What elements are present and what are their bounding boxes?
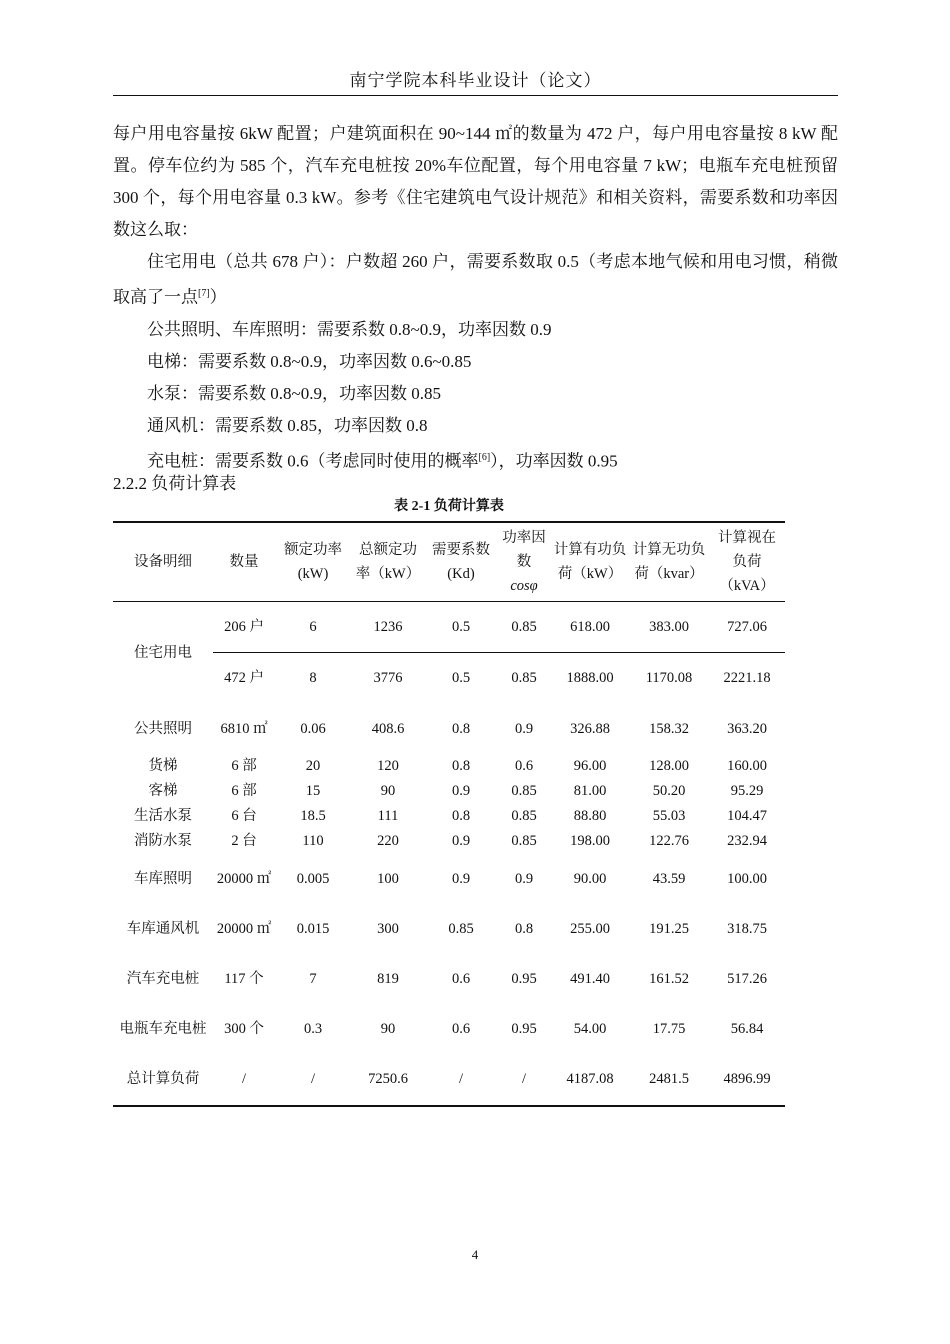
- cell-qty: 2 台: [231, 833, 257, 849]
- cell-total: 3776: [351, 653, 425, 704]
- cell-qty: 117 个: [224, 970, 264, 987]
- load-calculation-table: [113, 521, 785, 1107]
- cell-name: 汽车充电桩: [126, 970, 200, 987]
- cell-active: 4187.08: [566, 1071, 614, 1087]
- cell-total: 90: [380, 783, 396, 799]
- header-rated-power: 额定功率(kW): [284, 542, 342, 582]
- cell-qty: 472 户: [213, 653, 275, 704]
- header-equipment: 设备明细: [134, 554, 192, 570]
- cell-qty: 6 台: [231, 808, 257, 824]
- paragraph-1: 每户用电容量按 6kW 配置；户建筑面积在 90~144 ㎡的数量为 472 户，每户用电容量按 8 kW 配置。停车位约为 585 个，汽车充电桩按 20%车位配置，每个用电容量 7 kW；电瓶车充电桩预留 300 个，每个用电容量 0.3 kW。参考《住宅建筑电气设计规范》和相关资料，需要系数和功率因数这么取：: [113, 124, 838, 239]
- cell-cos: 0.95: [511, 970, 537, 987]
- header-demand-factor: 需要系数(Kd): [432, 542, 490, 582]
- cell-kd: 0.9: [451, 833, 471, 849]
- cell-rated: 7: [309, 970, 317, 987]
- cell-rated: 110: [302, 833, 324, 849]
- cell-cos: /: [521, 1071, 527, 1087]
- cell-active: 1888.00: [551, 653, 629, 704]
- cell-reactive: 161.52: [649, 970, 689, 987]
- cell-kd: /: [458, 1071, 464, 1087]
- paragraph-3: 公共照明、车库照明：需要系数 0.8~0.9，功率因数 0.9: [147, 319, 552, 339]
- table-caption: 表 2-1 负荷计算表: [394, 499, 504, 514]
- cell-qty: 20000 ㎡: [216, 920, 272, 937]
- cell-rated: 18.5: [300, 808, 326, 824]
- cell-cos: 0.9: [514, 720, 534, 737]
- cell-rated: 0.005: [296, 870, 330, 887]
- cell-cos: 0.6: [514, 758, 534, 774]
- cell-name: 消防水泵: [134, 833, 192, 849]
- cell-reactive: 2481.5: [649, 1071, 689, 1087]
- paragraph-7-text: 充电桩：需要系数 0.6（考虑同时使用的概率: [147, 451, 479, 471]
- cell-cos: 0.9: [514, 870, 534, 887]
- cell-active: 88.80: [573, 808, 607, 824]
- section-heading: 2.2.2 负荷计算表: [113, 474, 237, 493]
- table-row: [113, 804, 785, 829]
- cell-rated: /: [310, 1071, 316, 1087]
- cell-apparent: 232.94: [727, 833, 767, 849]
- cell-apparent: 4896.99: [723, 1071, 771, 1087]
- page-number: 4: [471, 1247, 479, 1262]
- cell-kd: 0.85: [448, 920, 474, 937]
- cell-total: 90: [380, 1020, 396, 1037]
- cell-active: 491.40: [570, 970, 610, 987]
- cell-cos: 0.95: [511, 1020, 537, 1037]
- cell-apparent: 160.00: [727, 758, 767, 774]
- table-row: [113, 1004, 785, 1054]
- paragraph-4: 电梯：需要系数 0.8~0.9，功率因数 0.6~0.85: [147, 351, 472, 371]
- cell-kd: 0.8: [451, 758, 471, 774]
- header-power-factor-label: 功率因数: [502, 530, 546, 570]
- paragraph-7-end: ），功率因数 0.95: [490, 451, 618, 471]
- cell-reactive: 17.75: [652, 1020, 686, 1037]
- cell-rated: 0.3: [303, 1020, 323, 1037]
- cell-active: 198.00: [570, 833, 610, 849]
- cell-apparent: 2221.18: [709, 653, 785, 704]
- cell-rated: 0.06: [300, 720, 326, 737]
- cell-apparent: 363.20: [727, 720, 767, 737]
- cell-apparent: 517.26: [727, 970, 767, 987]
- header-reactive-load: 计算无功负荷（kvar）: [632, 542, 706, 582]
- cell-qty: 6 部: [231, 758, 257, 774]
- cell-reactive: 128.00: [649, 758, 689, 774]
- cell-name: 住宅用电: [134, 644, 192, 661]
- cell-apparent: 727.06: [727, 619, 767, 635]
- cell-qty: 206 户: [224, 619, 264, 635]
- cell-kd: 0.8: [451, 808, 471, 824]
- cell-reactive: 383.00: [649, 619, 689, 635]
- cell-name: 总计算负荷: [126, 1071, 200, 1087]
- cell-cos: 0.85: [497, 653, 551, 704]
- cell-total: 1236: [373, 619, 403, 635]
- page-header-title: 南宁学院本科毕业设计（论文）: [349, 71, 602, 90]
- cell-kd: 0.8: [451, 720, 471, 737]
- cell-kd: 0.6: [451, 970, 471, 987]
- paragraph-2-end: ）: [209, 287, 227, 307]
- cell-qty: 20000 ㎡: [216, 870, 272, 887]
- cell-kd: 0.5: [451, 619, 471, 635]
- cell-total: 100: [377, 870, 399, 887]
- cell-reactive: 55.03: [652, 808, 686, 824]
- table-row: [113, 954, 785, 1004]
- cell-rated: 15: [305, 783, 321, 799]
- cell-reactive: 1170.08: [629, 653, 709, 704]
- cell-cos: 0.85: [511, 833, 537, 849]
- cell-active: 90.00: [573, 870, 607, 887]
- table-row: [113, 653, 785, 704]
- cell-active: 96.00: [573, 758, 607, 774]
- cell-total: 120: [377, 758, 399, 774]
- cell-name: 客梯: [148, 783, 178, 799]
- citation-6: [6]: [478, 451, 491, 463]
- header-total-rated-power: 总额定功 率（kW）: [355, 542, 432, 582]
- header-apparent-load: 计算视在负荷（kVA）: [718, 530, 776, 594]
- cell-qty: 6810 ㎡: [220, 720, 268, 737]
- cell-active: 81.00: [573, 783, 607, 799]
- paragraph-2: [113, 246, 838, 314]
- cell-cos: 0.8: [514, 920, 534, 937]
- cell-name: 生活水泵: [134, 808, 192, 824]
- header-power-factor: [497, 522, 551, 602]
- header-divider: [113, 95, 838, 96]
- table-header-row: [113, 522, 785, 602]
- cell-active: 618.00: [570, 619, 610, 635]
- body-text: [113, 118, 838, 477]
- cell-apparent: 104.47: [727, 808, 767, 824]
- cell-rated: 6: [309, 619, 317, 635]
- table-row: [113, 854, 785, 904]
- table-row-total: [113, 1054, 785, 1106]
- cell-reactive: 43.59: [652, 870, 686, 887]
- header-active-load: 计算有功负荷（kW）: [553, 542, 627, 582]
- cell-cos: 0.85: [511, 619, 537, 635]
- cell-reactive: 191.25: [649, 920, 689, 937]
- cell-total: 7250.6: [368, 1071, 408, 1087]
- cell-kd: 0.9: [451, 870, 471, 887]
- cell-apparent: 56.84: [730, 1020, 764, 1037]
- cell-total: 300: [377, 920, 399, 937]
- cell-active: 54.00: [573, 1020, 607, 1037]
- cell-rated: 20: [305, 758, 321, 774]
- cell-active: 326.88: [570, 720, 610, 737]
- cell-cos: 0.85: [511, 808, 537, 824]
- cell-rated: 0.015: [296, 920, 330, 937]
- cell-apparent: 95.29: [730, 783, 764, 799]
- cell-kd: 0.6: [451, 1020, 471, 1037]
- cell-name: 车库通风机: [126, 920, 200, 937]
- cell-reactive: 158.32: [649, 720, 689, 737]
- table-row: [113, 704, 785, 754]
- table-row: [113, 779, 785, 804]
- cell-total: 408.6: [371, 720, 405, 737]
- cell-qty: 6 部: [231, 783, 257, 799]
- paragraph-5: 水泵：需要系数 0.8~0.9，功率因数 0.85: [147, 383, 441, 403]
- table-row: [113, 829, 785, 854]
- cell-apparent: 100.00: [727, 870, 767, 887]
- cell-kd: 0.9: [451, 783, 471, 799]
- header-quantity: 数量: [229, 554, 259, 570]
- cell-cos: 0.85: [511, 783, 537, 799]
- cell-name: 货梯: [148, 758, 178, 774]
- cell-apparent: 318.75: [727, 920, 767, 937]
- header-cos-phi: cosφ: [510, 578, 538, 594]
- cell-name: 电瓶车充电桩: [119, 1020, 207, 1037]
- cell-qty: 300 个: [224, 1020, 264, 1037]
- table-row: [113, 904, 785, 954]
- paragraph-2-text: 住宅用电（总共 678 户）：户数超 260 户，需要系数取 0.5（考虑本地气候和用电习惯，稍微取高了一点: [113, 252, 838, 307]
- cell-name: 公共照明: [134, 720, 192, 737]
- cell-rated: 8: [275, 653, 351, 704]
- citation-7: [7]: [198, 288, 210, 299]
- cell-total: 111: [377, 808, 399, 824]
- cell-kd: 0.5: [425, 653, 497, 704]
- cell-name: 车库照明: [134, 870, 192, 887]
- cell-qty: /: [241, 1071, 247, 1087]
- paragraph-6: 通风机：需要系数 0.85，功率因数 0.8: [147, 415, 428, 435]
- cell-total: 220: [377, 833, 399, 849]
- table-row: [113, 754, 785, 779]
- cell-reactive: 50.20: [652, 783, 686, 799]
- cell-active: 255.00: [570, 920, 610, 937]
- cell-reactive: 122.76: [649, 833, 689, 849]
- table-row: [113, 602, 785, 653]
- cell-total: 819: [377, 970, 399, 987]
